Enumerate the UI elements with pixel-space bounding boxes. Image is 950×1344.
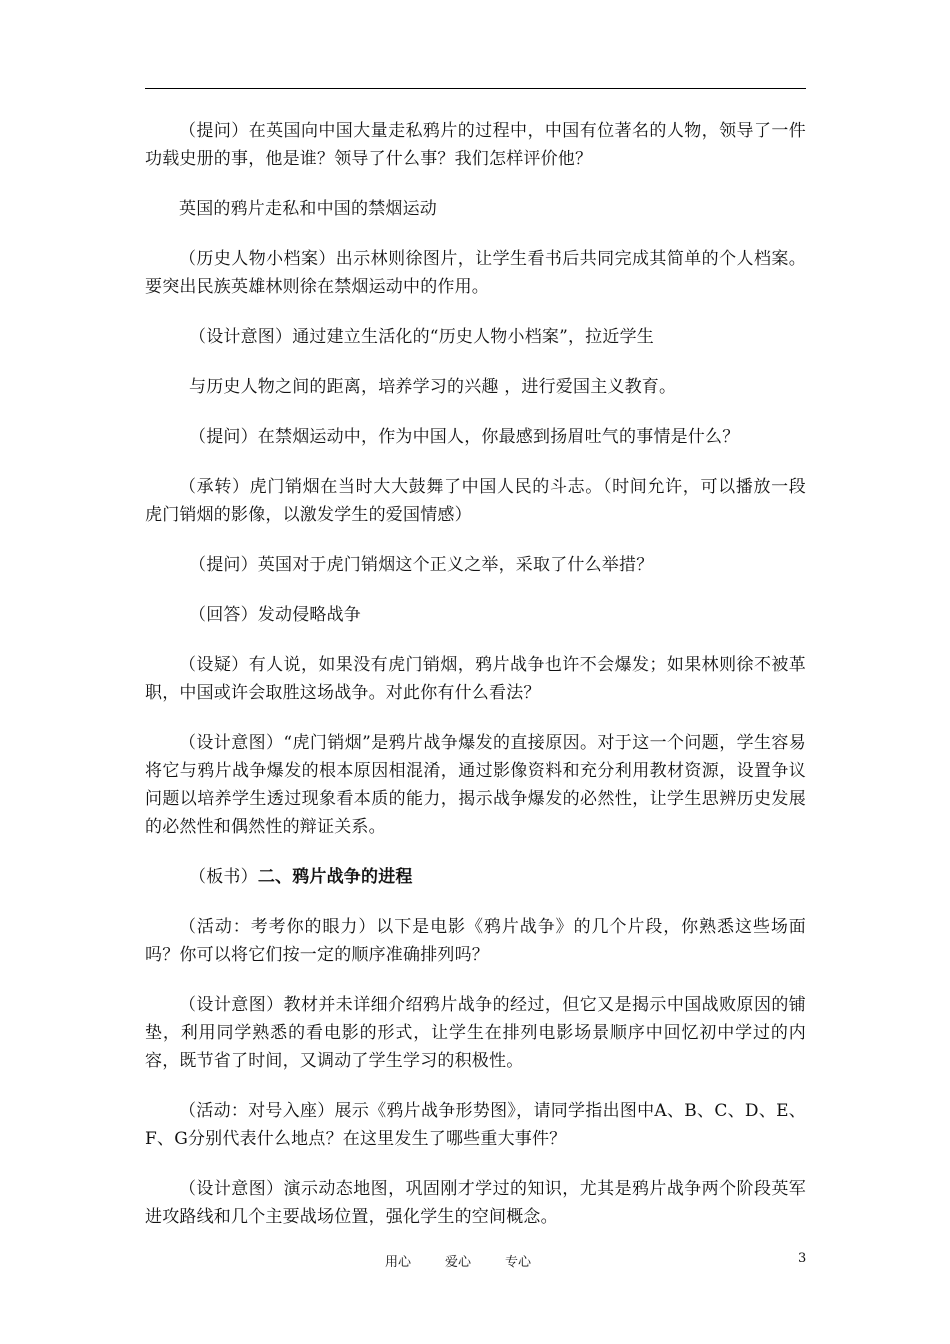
paragraph: （提问）英国对于虎门销烟这个正义之举，采取了什么举措？: [189, 555, 654, 575]
paragraph: 与历史人物之间的距离，培养学习的兴趣 ，进行爱国主义教育。: [189, 377, 677, 397]
paragraph: （活动：考考你的眼力）以下是电影《鸦片战争》的几个片段，你熟悉这些场面吗？你可以将它们按一定的顺序准确排列吗？: [145, 917, 806, 965]
document-body: [145, 117, 806, 1253]
paragraph: （设疑）有人说，如果没有虎门销烟，鸦片战争也许不会爆发；如果林则徐不被革职，中国或许会取胜这场战争。对此你有什么看法？: [145, 655, 806, 703]
footer-motto-3: 专心: [505, 1255, 532, 1270]
paragraph: （历史人物小档案）出示林则徐图片，让学生看书后共同完成其简单的个人档案。要突出民族英雄林则徐在禁烟运动中的作用。: [145, 249, 806, 297]
paragraph: （设计意图）通过建立生活化的“历史人物小档案”，拉近学生: [189, 327, 654, 347]
paragraph: （设计意图）演示动态地图，巩固刚才学过的知识，尤其是鸦片战争两个阶段英军进攻路线和几个主要战场位置，强化学生的空间概念。: [145, 1179, 806, 1227]
paragraph: （提问）在禁烟运动中，作为中国人，你最感到扬眉吐气的事情是什么？: [189, 427, 740, 447]
paragraph: （承转）虎门销烟在当时大大鼓舞了中国人民的斗志。（时间允许，可以播放一段虎门销烟的影像，以激发学生的爱国情感）: [145, 477, 806, 525]
footer-motto-1: 用心: [385, 1255, 412, 1270]
paragraph: （设计意图）“虎门销烟”是鸦片战争爆发的直接原因。对于这一个问题，学生容易将它与鸦片战争爆发的根本原因相混淆，通过影像资料和充分利用教材资源，设置争议问题以培养学生透过现象看本质的能力，揭示战争爆发的必然性，让学生思辨历史发展的必然性和偶然性的辩证关系。: [145, 733, 806, 837]
paragraph: （活动：对号入座）展示《鸦片战争形势图》，请同学指出图中A、B、C、D、E、F、G分别代表什么地点？在这里发生了哪些重大事件？: [145, 1101, 806, 1149]
board-heading: 二、鸦片战争的进程: [257, 867, 413, 887]
footer-motto: [385, 1251, 565, 1270]
header-rule: [145, 88, 806, 89]
board-prefix: （板书）: [189, 867, 258, 887]
page-number: 3: [798, 1251, 807, 1266]
paragraph: 英国的鸦片走私和中国的禁烟运动: [179, 199, 437, 219]
paragraph: （回答）发动侵略战争: [189, 605, 361, 625]
paragraph: （提问）在英国向中国大量走私鸦片的过程中，中国有位著名的人物，领导了一件功载史册的事，他是谁？领导了什么事？我们怎样评价他？: [145, 121, 806, 169]
footer-motto-2: 爱心: [445, 1255, 472, 1270]
paragraph: （设计意图）教材并未详细介绍鸦片战争的经过，但它又是揭示中国战败原因的铺垫，利用同学熟悉的看电影的形式，让学生在排列电影场景顺序中回忆初中学过的内容，既节省了时间，又调动了学生学习的积极性。: [145, 995, 806, 1071]
section-heading: [145, 863, 806, 891]
